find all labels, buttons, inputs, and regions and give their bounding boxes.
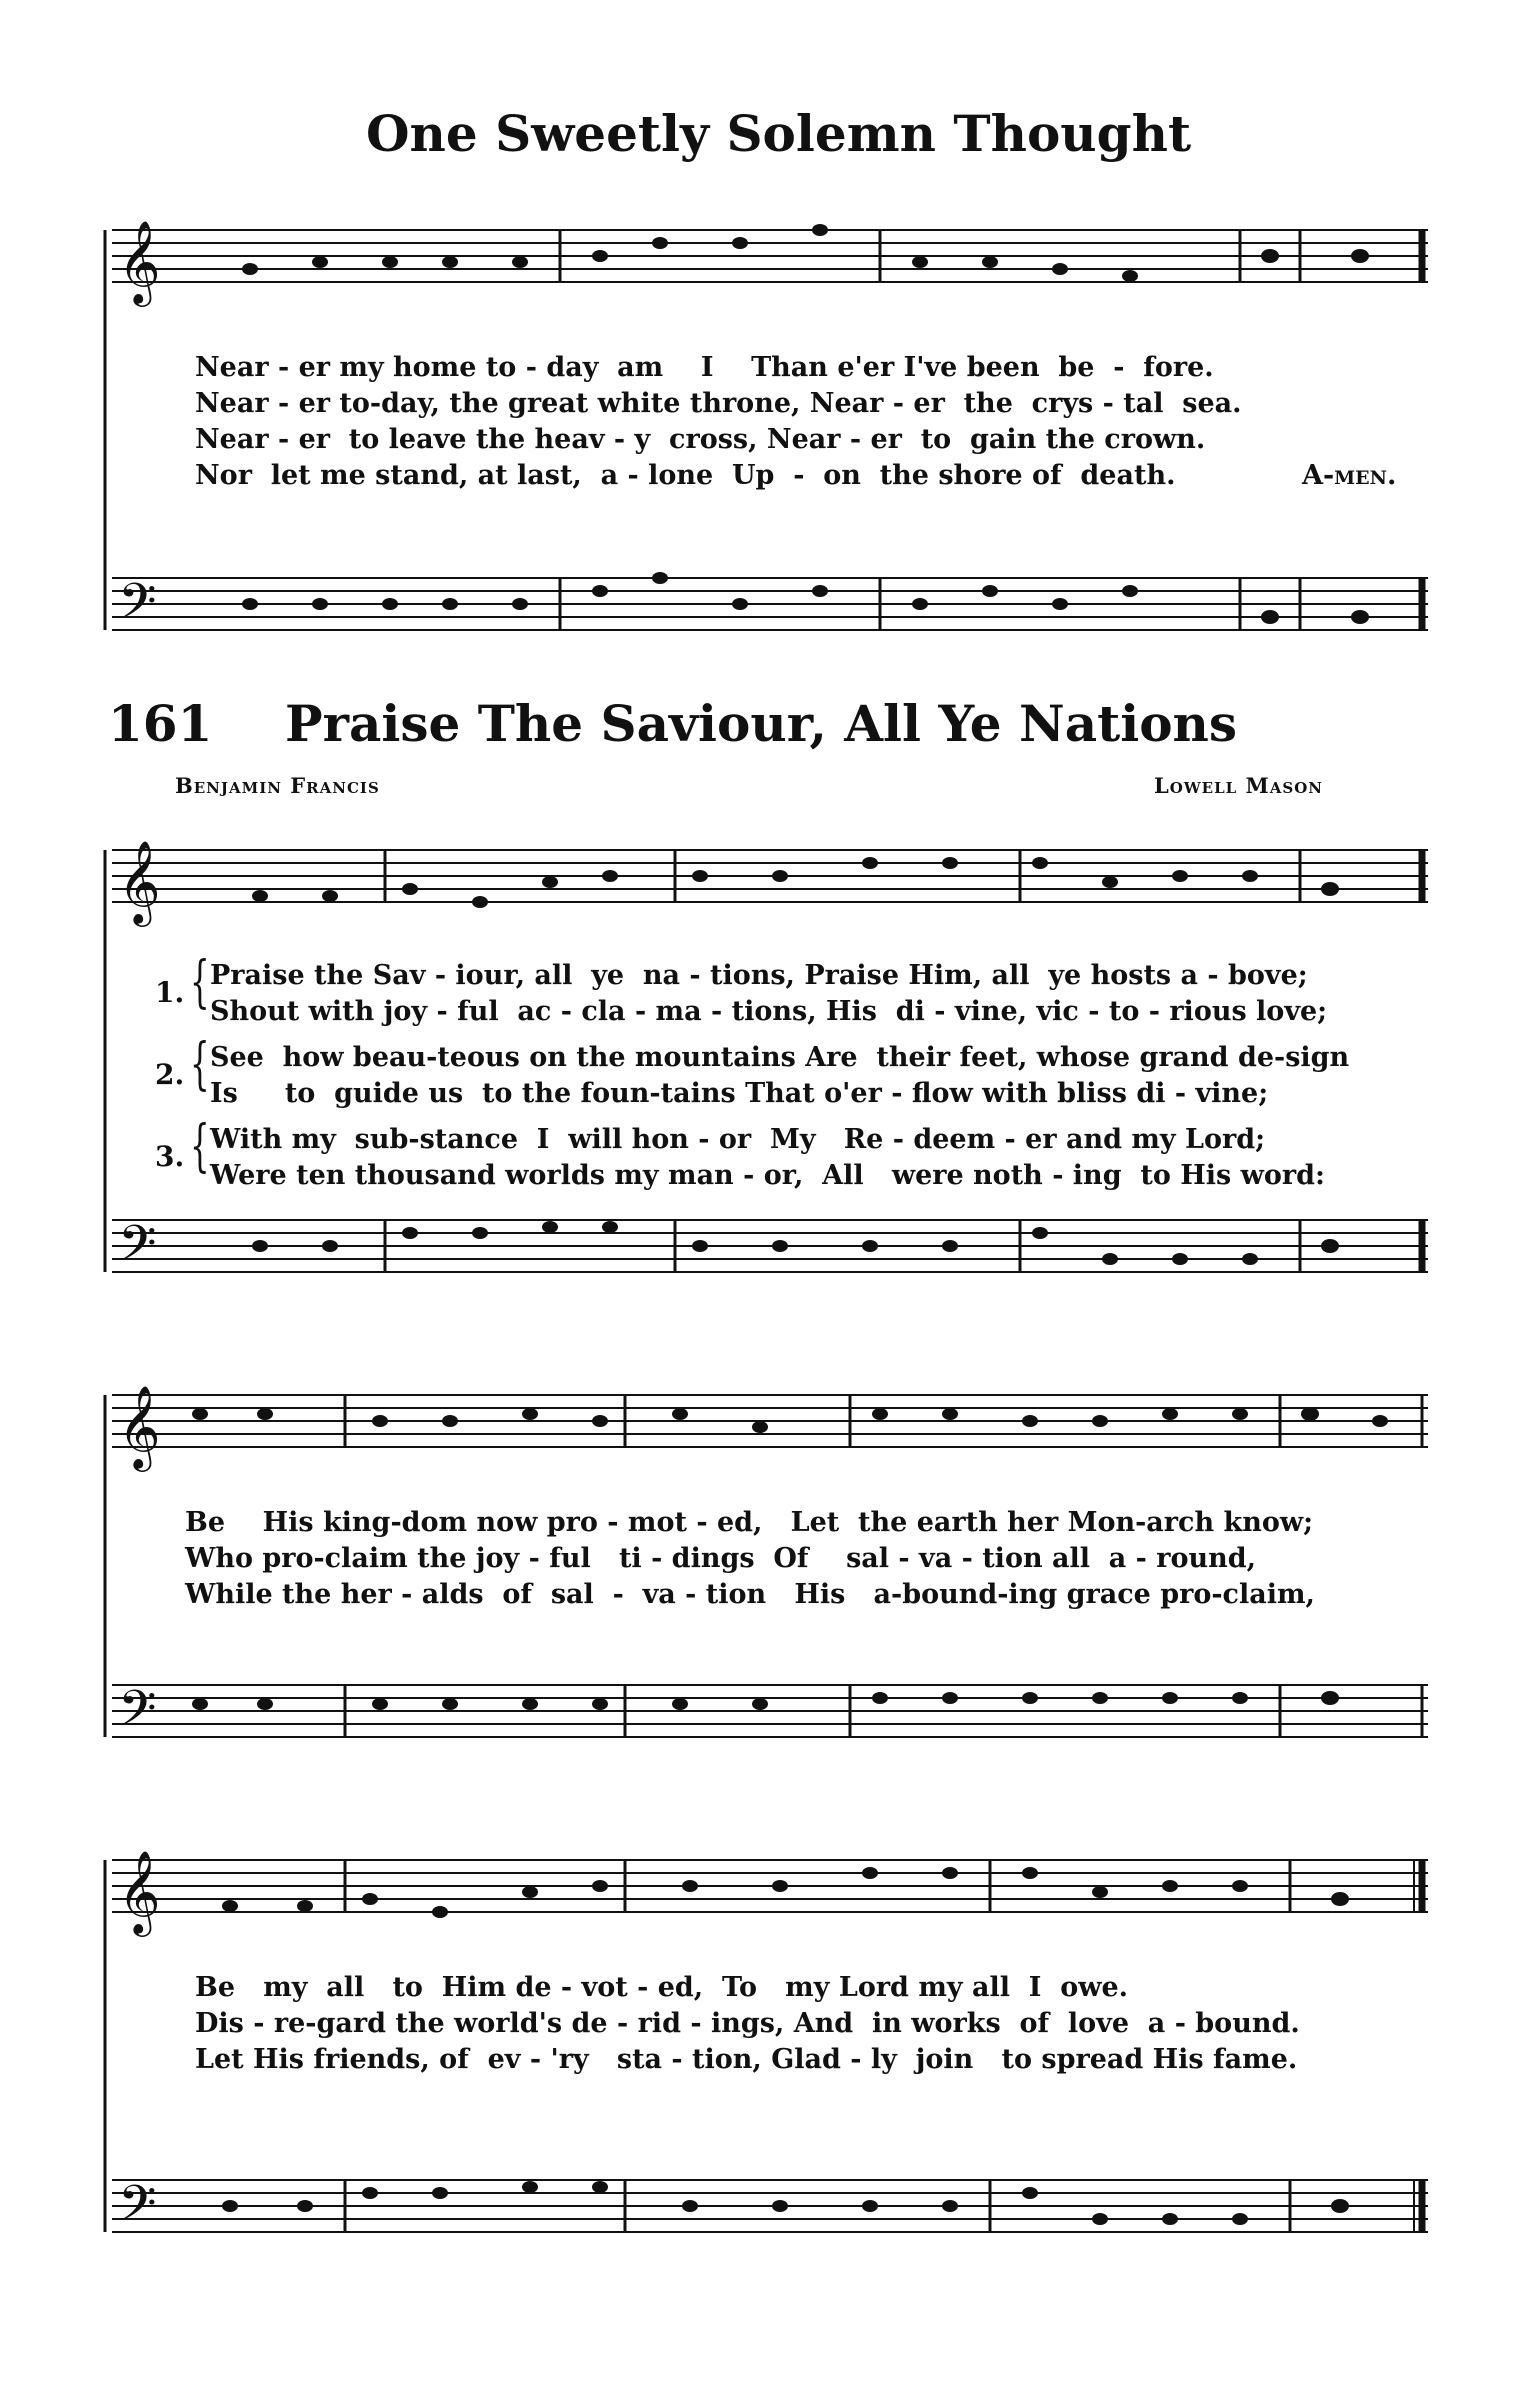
lyric-line: While the her - alds of sal - va - tion His a-bound-ing grace pro-claim, bbox=[185, 1579, 1315, 1610]
verse-number: 1. bbox=[155, 976, 185, 1009]
hymn-title: One Sweetly Solemn Thought bbox=[366, 104, 1192, 163]
svg-text:𝄢: 𝄢 bbox=[118, 2175, 157, 2245]
verse-number: 3. bbox=[155, 1140, 185, 1173]
music-system-1 bbox=[0, 190, 1535, 680]
hymn-title: Praise The Saviour, All Ye Nations bbox=[285, 694, 1238, 753]
svg-text:𝄞: 𝄞 bbox=[118, 219, 161, 303]
lyric-line: Near - er to-day, the great white throne, Near - er the crys - tal sea. bbox=[195, 388, 1242, 419]
verse-brace: { bbox=[190, 1114, 210, 1179]
lyric-line: Dis - re-gard the world's de - rid - ings, And in works of love a - bound. bbox=[195, 2008, 1300, 2039]
svg-text:𝄢: 𝄢 bbox=[118, 573, 157, 643]
svg-text:𝄞: 𝄞 bbox=[118, 1384, 161, 1468]
lyric-line: Praise the Sav - iour, all ye na - tions, Praise Him, all ye hosts a - bove; bbox=[210, 960, 1308, 991]
lyric-line: Near - er to leave the heav - y cross, Near - er to gain the crown. bbox=[195, 424, 1206, 455]
lyric-line: See how beau-teous on the mountains Are their feet, whose grand de-sign bbox=[210, 1042, 1350, 1073]
music-system-3 bbox=[0, 1355, 1535, 1795]
svg-text:𝄞: 𝄞 bbox=[118, 1849, 161, 1933]
lyric-line: Shout with joy - ful ac - cla - ma - tions, His di - vine, vic - to - rious love; bbox=[210, 996, 1328, 1027]
verse-brace: { bbox=[190, 1032, 210, 1097]
lyric-line: Be my all to Him de - vot - ed, To my Lord my all I owe. bbox=[195, 1972, 1129, 2003]
lyric-line: Let His friends, of ev - 'ry sta - tion, Glad - ly join to spread His fame. bbox=[195, 2044, 1298, 2075]
lyric-line: Were ten thousand worlds my man - or, All were noth - ing to His word: bbox=[210, 1160, 1325, 1191]
svg-text:𝄞: 𝄞 bbox=[118, 839, 161, 923]
hymn-number: 161 bbox=[108, 694, 213, 753]
lyric-line: Who pro-claim the joy - ful ti - dings Of sal - va - tion all a - round, bbox=[185, 1543, 1257, 1574]
music-system-2 bbox=[0, 810, 1535, 1320]
svg-text:𝄢: 𝄢 bbox=[118, 1680, 157, 1750]
music-system-4 bbox=[0, 1820, 1535, 2290]
verse-number: 2. bbox=[155, 1058, 185, 1091]
lyric-line: With my sub-stance I will hon - or My Re - deem - er and my Lord; bbox=[210, 1124, 1266, 1155]
lyric-line: Be His king-dom now pro - mot - ed, Let the earth her Mon-arch know; bbox=[185, 1507, 1314, 1538]
lyric-line: Near - er my home to - day am I Than e'er I've been be - fore. bbox=[195, 352, 1214, 383]
svg-text:𝄢: 𝄢 bbox=[118, 1215, 157, 1285]
author-credit: Benjamin Francis bbox=[175, 773, 380, 798]
amen-label: A-men. bbox=[1302, 460, 1397, 491]
composer-credit: Lowell Mason bbox=[1154, 773, 1324, 798]
verse-brace: { bbox=[190, 950, 210, 1015]
lyric-line: Nor let me stand, at last, a - lone Up - on the shore of death. bbox=[195, 460, 1176, 491]
lyric-line: Is to guide us to the foun-tains That o'er - flow with bliss di - vine; bbox=[210, 1078, 1269, 1109]
